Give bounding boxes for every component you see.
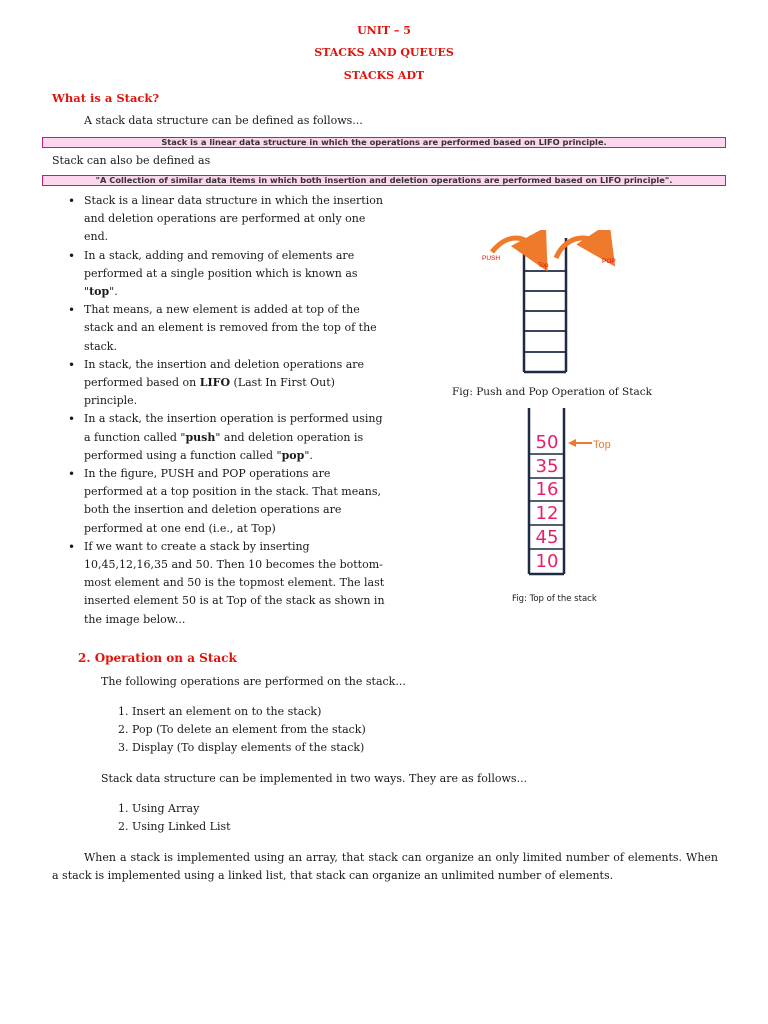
bullet-item: • In the figure, PUSH and POP operations are performed at a top position in the stack. That means, both the insertion and deletion operations are performed at one end (i.e., at Top) bbox=[66, 465, 386, 538]
bullet-item: • If we want to create a stack by inserting 10,45,12,16,35 and 50. Then 10 becomes the bottom-most element and 50 is the topmost element. The last inserted element 50 is at Top of the stack as shown in the image below... bbox=[66, 538, 386, 629]
stack-value: 45 bbox=[535, 527, 559, 548]
bullet-item: • That means, a new element is added at top of the stack and an element is removed from the top of the stack. bbox=[66, 301, 386, 356]
push-pop-diagram bbox=[470, 230, 640, 378]
operations-intro: The following operations are performed on the stack... bbox=[101, 675, 406, 688]
intro-text: A stack data structure can be defined as follows... bbox=[84, 114, 363, 127]
operations-list bbox=[102, 703, 366, 757]
document-subtitle: STACKS ADT bbox=[343, 69, 425, 82]
operation-item: 2. Pop (To delete an element from the stack) bbox=[132, 721, 366, 739]
implementation-item: 1. Using Array bbox=[132, 800, 231, 818]
section-heading-operations: 2. Operation on a Stack bbox=[78, 651, 237, 665]
top-label: Top bbox=[538, 262, 549, 269]
document-title: STACKS AND QUEUES bbox=[314, 46, 454, 59]
figure2-caption: Fig: Top of the stack bbox=[512, 594, 597, 604]
top-label: Top bbox=[593, 439, 611, 451]
definition-box-1: Stack is a linear data structure in which the operations are performed based on LIFO principle. bbox=[42, 137, 726, 148]
operation-item: 1. Insert an element on to the stack) bbox=[132, 703, 366, 721]
stack-value: 50 bbox=[535, 432, 559, 453]
figure1-caption: Fig: Push and Pop Operation of Stack bbox=[452, 386, 652, 398]
pop-arrow-icon bbox=[556, 238, 604, 258]
bullet-list bbox=[66, 192, 386, 629]
stack-value: 10 bbox=[535, 551, 559, 572]
top-arrow-icon bbox=[568, 439, 592, 447]
section-heading-what-is-stack: What is a Stack? bbox=[52, 91, 160, 105]
stack-value: 35 bbox=[535, 456, 559, 477]
push-label: PUSH bbox=[482, 255, 501, 262]
bullet-item: • Stack is a linear data structure in which the insertion and deletion operations are performed at only one end. bbox=[66, 192, 386, 247]
unit-heading: UNIT – 5 bbox=[357, 24, 411, 37]
bullet-item: • In a stack, the insertion operation is performed using a function called "push" and deletion operation is performed using a function called "pop". bbox=[66, 410, 386, 465]
definition-box-2: "A Collection of similar data items in which both insertion and deletion operations are performed based on LIFO principle". bbox=[42, 175, 726, 186]
stack-ladder bbox=[524, 238, 566, 372]
push-arrow-icon bbox=[492, 238, 538, 254]
operation-item: 3. Display (To display elements of the stack) bbox=[132, 739, 366, 757]
closing-paragraph: When a stack is implemented using an array, that stack can organize an only limited number of elements. When a stack is implemented using a linked list, that stack can organize an unlimited number of elements. bbox=[52, 851, 718, 882]
pop-label: POP bbox=[602, 258, 616, 265]
bullet-item: • In a stack, adding and removing of elements are performed at a single position which is known as "top". bbox=[66, 247, 386, 302]
implementation-intro: Stack data structure can be implemented in two ways. They are as follows... bbox=[101, 772, 528, 785]
also-defined-text: Stack can also be defined as bbox=[52, 154, 211, 167]
implementation-item: 2. Using Linked List bbox=[132, 818, 231, 836]
implementation-list bbox=[102, 800, 231, 836]
bullet-item: • In stack, the insertion and deletion operations are performed based on LIFO (Last In First Out) principle. bbox=[66, 356, 386, 411]
stack-value: 12 bbox=[535, 503, 559, 524]
stack-value: 16 bbox=[535, 479, 559, 500]
stack-values-diagram bbox=[520, 404, 620, 578]
